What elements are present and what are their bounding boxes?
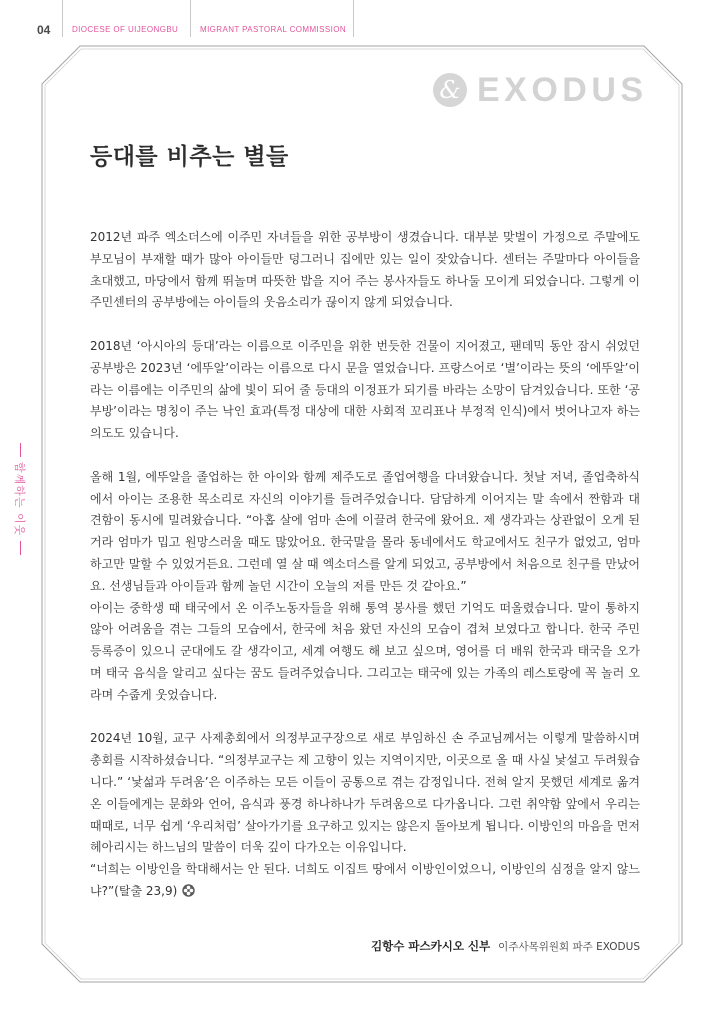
text-line: 때때로, 너무 쉽게 ‘우리처럼’ 살아가기를 요구하고 있지는 않은지 돌아보게 됩니다. 이방인의 마음을 먼저 bbox=[90, 818, 640, 833]
paragraph bbox=[90, 227, 640, 314]
paragraph bbox=[90, 598, 640, 707]
text-line: 부방’이라는 명칭이 주는 낙인 효과(특정 대상에 대한 사회적 꼬리표나 부정적 인식)에서 벗어나고자 하는 bbox=[90, 404, 640, 419]
text-line: 총회를 시작하셨습니다. “의정부교구는 제 고향이 있는 지역이지만, 이곳으로 올 때 사실 낯설고 두려웠습 bbox=[90, 753, 640, 768]
article-title: 등대를 비추는 별들 bbox=[90, 144, 289, 170]
side-rule-bottom bbox=[20, 541, 21, 555]
text-line: 견함이 동시에 밀려왔습니다. “아홉 살에 엄마 손에 이끌려 한국에 왔어요. 제 생각과는 상관없이 오게 된 bbox=[90, 513, 640, 528]
header-divider bbox=[190, 0, 191, 37]
text-line: 아이는 중학생 때 태국에서 온 이주노동자들을 위해 통역 봉사를 했던 기억도 떠올렸습니다. 말이 통하지 bbox=[90, 600, 640, 615]
page-number: 04 bbox=[37, 23, 51, 37]
text-line: 하고만 말할 수 있었거든요. 그런데 열 살 때 엑소더스를 알게 되었고, 공부방에서 처음으로 친구를 만났어 bbox=[90, 556, 640, 571]
side-label-text: 함께하는 이웃 bbox=[13, 462, 26, 537]
byline bbox=[371, 937, 640, 956]
text-line: 의도도 있습니다. bbox=[90, 426, 179, 441]
end-mark-icon bbox=[182, 884, 195, 897]
text-line bbox=[90, 881, 640, 903]
text-line: 않아 어려움을 겪는 그들의 모습에서, 한국에 처음 왔던 자신의 모습이 겹쳐 보였다고 합니다. 한국 주민 bbox=[90, 622, 640, 637]
text-line: 2024년 10월, 교구 사제총회에서 의정부교구장으로 새로 부임하신 손 주교님께서는 이렇게 말씀하시며 bbox=[90, 731, 640, 746]
author-affiliation: 이주사목위원회 파주 EXODUS bbox=[498, 941, 640, 953]
scripture-quote bbox=[90, 859, 640, 903]
header-divider bbox=[62, 0, 63, 37]
exodus-wordmark: EXODUS bbox=[477, 71, 648, 109]
text-line: 요. 선생님들과 아이들과 함께 놀던 시간이 오늘의 저를 만든 것 같아요.” bbox=[90, 578, 467, 593]
text-line: 라며 수줍게 웃었습니다. bbox=[90, 687, 218, 702]
text-line: 온 이들에게는 문화와 언어, 음식과 풍경 하나하나가 두려움으로 다가옵니다. 그런 취약함 앞에서 우리는 bbox=[90, 796, 640, 811]
text-line: 거라 엄마가 밉고 원망스러울 때도 많았어요. 한국말을 몰라 동네에서도 학교에서도 친구가 없었고, 엄마 bbox=[90, 535, 640, 550]
text-line: 니다.” ‘낯섦과 두려움’은 이주하는 모든 이들이 공통으로 겪는 감정입니다. 전혀 알지 못했던 세계로 옮겨 bbox=[90, 774, 640, 789]
author-name: 김항수 파스카시오 신부 bbox=[371, 939, 491, 953]
text-line: 등록증이 있으니 군대에도 갈 생각이고, 세계 여행도 해 보고 싶으며, 영어를 더 배워 한국과 태국을 오가 bbox=[90, 644, 640, 659]
text-line: 주민센터의 공부방에는 아이들의 웃음소리가 끊이지 않게 되었습니다. bbox=[90, 295, 453, 310]
text-line: 라는 이름에는 이주민의 삶에 빛이 되어 줄 등대의 이정표가 되기를 바라는 소망이 담겨있습니다. 또한 ‘공 bbox=[90, 382, 640, 397]
section-3 bbox=[90, 467, 640, 707]
text-line: 공부방은 2023년 ‘에뚜알’이라는 이름으로 다시 문을 열었습니다. 프랑스어로 ‘별’이라는 뜻의 ‘에뚜알’이 bbox=[90, 360, 640, 375]
text-line: 초대했고, 마당에서 함께 뛰놀며 따뜻한 밥을 지어 주는 봉사자들도 하나둘 모이게 되었습니다. 그렇게 이 bbox=[90, 273, 640, 288]
paragraph bbox=[90, 728, 640, 859]
text-line: 부모님이 부재할 때가 많아 아이들만 덩그러니 집에만 있는 일이 잦았습니다. 센터는 주말마다 아이들을 bbox=[90, 251, 640, 266]
commission-label: MIGRANT PASTORAL COMMISSION bbox=[200, 25, 347, 34]
paragraph bbox=[90, 467, 640, 598]
citation-line: 냐?”(탈출 23,9) bbox=[90, 883, 178, 898]
text-line: 헤아리시는 하느님의 말씀이 더욱 깊이 다가오는 이유입니다. bbox=[90, 840, 407, 855]
text-line: 2018년 ‘아시아의 등대’라는 이름으로 이주민을 위한 번듯한 건물이 지어졌고, 팬데믹 동안 잠시 쉬었던 bbox=[90, 338, 640, 353]
text-line: “너희는 이방인을 학대해서는 안 된다. 너희도 이집트 땅에서 이방인이었으니, 이방인의 심정을 알지 않느 bbox=[90, 862, 640, 877]
section-4 bbox=[90, 728, 640, 902]
paragraph bbox=[90, 336, 640, 445]
text-line: 2012년 파주 엑소더스에 이주민 자녀들을 위한 공부방이 생겼습니다. 대부분 맞벌이 가정으로 주말에도 bbox=[90, 230, 640, 244]
diocese-label: DIOCESE OF UIJEONGBU bbox=[72, 25, 179, 34]
section-2 bbox=[90, 336, 640, 445]
side-rule-top bbox=[20, 443, 21, 457]
section-1 bbox=[90, 227, 640, 314]
article-body bbox=[90, 227, 640, 903]
text-line: 에서 아이는 조용한 목소리로 자신의 이야기를 들려주었습니다. 담담하게 이어지는 말 속에서 짠함과 대 bbox=[90, 491, 640, 506]
section-side-label bbox=[13, 443, 27, 555]
text-line: 올해 1월, 에뚜알을 졸업하는 한 아이와 함께 제주도로 졸업여행을 다녀왔습니다. 첫날 저녁, 졸업축하식 bbox=[90, 469, 640, 484]
ampersand-circle-icon: & bbox=[433, 73, 467, 107]
header-divider bbox=[353, 0, 354, 37]
text-line: 며 태국 음식을 알리고 싶다는 꿈도 들려주었습니다. 그리고는 태국에 있는 가족의 레스토랑에 꼭 놀러 오 bbox=[90, 665, 640, 680]
